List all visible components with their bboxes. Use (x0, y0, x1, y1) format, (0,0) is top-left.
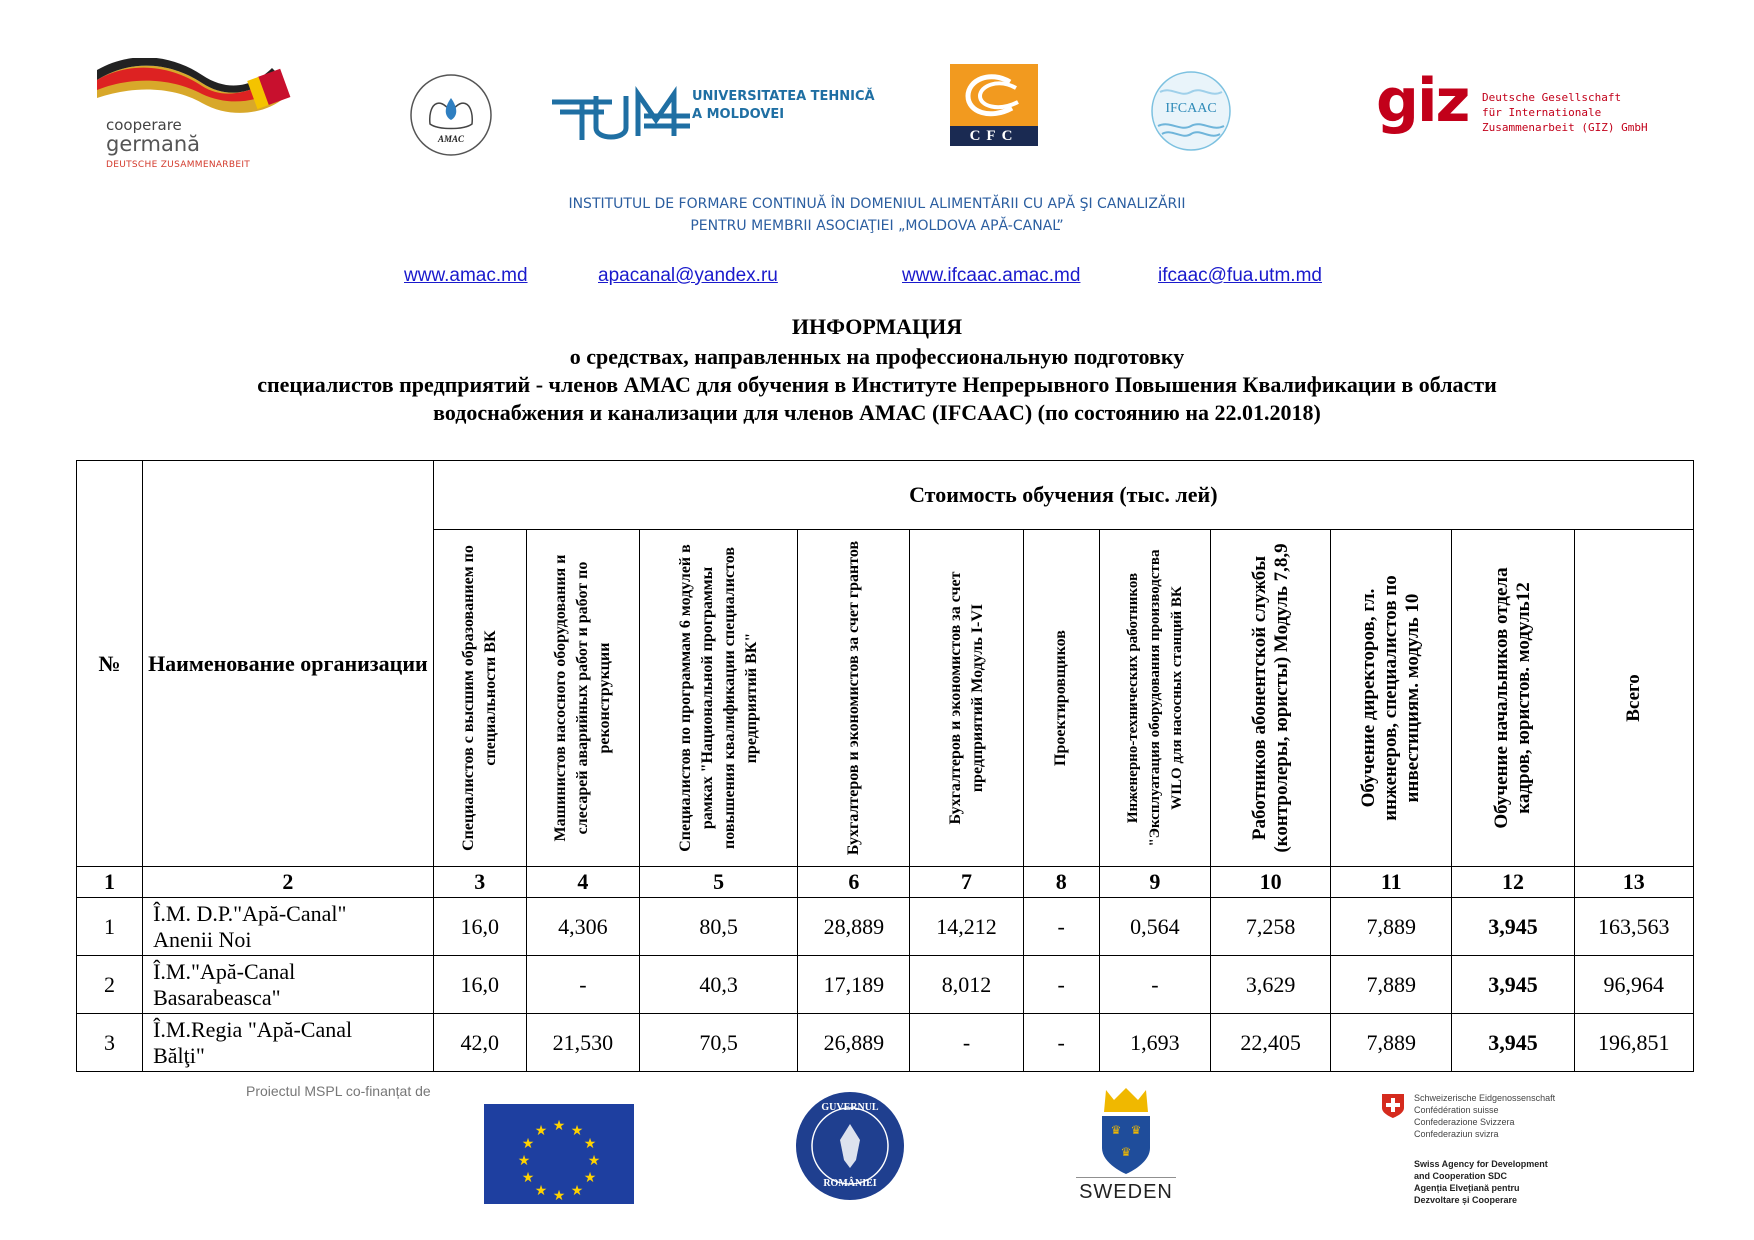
giz-name (1482, 90, 1648, 135)
svg-text:★: ★ (583, 1136, 597, 1152)
cell-value: 28,889 (798, 898, 910, 956)
giz-word: giz (1376, 66, 1469, 136)
org-line1: Î.M."Apă-Canal (153, 958, 296, 984)
row-no: 1 (77, 898, 143, 956)
col-number: 2 (143, 867, 434, 898)
ifcaac-label: IFCAAC (1165, 101, 1217, 116)
giz-line3: Zusammenarbeit (GIZ) GmbH (1482, 121, 1648, 134)
cfc-emblem-icon (950, 64, 1038, 126)
swiss-sdc-logo (1380, 1092, 1620, 1212)
col-number: 9 (1099, 867, 1210, 898)
svg-text:★: ★ (521, 1170, 535, 1186)
org-line2: Anenii Noi (153, 926, 252, 952)
eu-flag-icon (484, 1104, 634, 1204)
col-number: 1 (77, 867, 143, 898)
swiss-cross-icon (1380, 1092, 1406, 1118)
cell-value: 7,889 (1331, 898, 1452, 956)
svg-text:★: ★ (534, 1123, 548, 1139)
link-ifcaac-email[interactable]: ifcaac@fua.utm.md (1158, 265, 1322, 286)
cell-value: 3,945 (1452, 898, 1574, 956)
cell-value: 1,693 (1099, 1014, 1210, 1072)
org-line2: Basarabeasca" (153, 984, 281, 1010)
col-header-5-text: Специалистов по программам 6 модулей в рамках "Национальной программы повышения квалификации специалистов предприятий ВК" (676, 544, 760, 852)
col-header-3-text: Специалистов с высшим образованием по специальности ВК (459, 545, 499, 851)
table-row (77, 956, 1694, 1014)
project-cofinanced-text: Proiectul MSPL co-finanțat de (246, 1083, 431, 1099)
col-header-12-text: Обучение начальников отдела кадров, юристов. модуль12 (1490, 567, 1534, 829)
col-header-9-text: Инженерно-технических работников "Эксплуатация оборудования производства WILO для насосных станций ВК (1124, 549, 1185, 847)
cell-value: - (1023, 1014, 1099, 1072)
swiss-line: Confederazione Svizzera (1414, 1117, 1515, 1127)
svg-text:★: ★ (587, 1153, 601, 1169)
cell-value: 0,564 (1099, 898, 1210, 956)
svg-text:♛: ♛ (1120, 1145, 1132, 1159)
row-org (143, 898, 434, 956)
svg-text:★: ★ (534, 1183, 548, 1199)
svg-text:♛: ♛ (1110, 1123, 1122, 1137)
giz-logo (1376, 66, 1676, 152)
doc-subtitle-1: о средствах, направленных на профессиональную подготовку (569, 344, 1185, 369)
amac-logo (408, 72, 494, 158)
link-apacanal-email[interactable]: apacanal@yandex.ru (598, 265, 778, 286)
col-header-8 (1023, 530, 1099, 867)
table-row (77, 898, 1694, 956)
header-no: № (77, 461, 143, 867)
col-header-13 (1574, 530, 1693, 867)
header-cost: Стоимость обучения (тыс. лей) (433, 461, 1693, 530)
cell-value: 16,0 (433, 898, 526, 956)
row-no: 2 (77, 956, 143, 1014)
link-ifcaac[interactable]: www.ifcaac.amac.md (902, 265, 1081, 286)
doc-subtitle-2: специалистов предприятий - членов АМАС для обучения в Институте Непрерывного Повышения Квалификации в области (257, 372, 1497, 397)
cell-value: 70,5 (639, 1014, 797, 1072)
coop-line1: cooperare (106, 116, 182, 134)
doc-title: ИНФОРМАЦИЯ (791, 314, 963, 339)
swiss-line: Schweizerische Eidgenossenschaft (1414, 1093, 1556, 1103)
sweden-logo (1064, 1086, 1188, 1204)
svg-text:★: ★ (517, 1153, 531, 1169)
col-number: 12 (1452, 867, 1574, 898)
cell-total: 96,964 (1574, 956, 1693, 1014)
cell-value: 7,889 (1331, 956, 1452, 1014)
col-header-11-text: Обучение директоров, гл. инженеров, специалистов по инвестициям. модуль 10 (1358, 575, 1424, 821)
cell-value: 7,258 (1210, 898, 1330, 956)
col-header-11 (1331, 530, 1452, 867)
svg-text:★: ★ (570, 1123, 584, 1139)
col-header-8-text: Проектировщиков (1052, 630, 1070, 766)
institute-line1: INSTITUTUL DE FORMARE CONTINUĂ ÎN DOMENIUL ALIMENTĂRII CU APĂ ŞI CANALIZĂRII (568, 196, 1186, 212)
doc-subtitle-3: водоснабжения и канализации для членов АМАС (IFCAAC) (по состоянию на 22.01.2018) (433, 400, 1321, 425)
amac-hands-icon (408, 72, 494, 158)
row-org (143, 1014, 434, 1072)
sweden-label: SWEDEN (1079, 1181, 1173, 1203)
org-line2: Bălţi" (153, 1042, 205, 1068)
amac-label: AMAC (437, 134, 464, 144)
col-header-7-text: Бухгалтеров и экономистов за счет предприятий Модуль I-VI (946, 571, 986, 825)
col-header-3 (433, 530, 526, 867)
col-number: 5 (639, 867, 797, 898)
coop-line2: germană (106, 132, 201, 156)
cell-value: 3,945 (1452, 1014, 1574, 1072)
table-row (77, 1014, 1694, 1072)
sdc-line: Dezvoltare și Cooperare (1414, 1195, 1518, 1205)
giz-line1: Deutsche Gesellschaft (1482, 91, 1622, 104)
sdc-line: Agenția Elvețiană pentru (1414, 1183, 1520, 1193)
col-header-4-text: Машинистов насосного оборудования и слесарей аварийных работ и работ по реконструкции (551, 554, 613, 842)
cell-value: - (1023, 898, 1099, 956)
col-number: 4 (526, 867, 639, 898)
cfc-logo (950, 64, 1038, 146)
eu-stars-icon (484, 1104, 634, 1204)
romanian-government-logo (794, 1090, 906, 1202)
cell-value: - (910, 1014, 1023, 1072)
org-line1: Î.M.Regia "Apă-Canal (153, 1016, 353, 1042)
gov-line2: ROMÂNIEI (823, 1178, 877, 1189)
col-header-4 (526, 530, 639, 867)
column-number-row (77, 867, 1694, 898)
col-header-9 (1099, 530, 1210, 867)
col-number: 3 (433, 867, 526, 898)
cell-value: 21,530 (526, 1014, 639, 1072)
link-amac[interactable]: www.amac.md (404, 265, 528, 286)
header-org-name: Наименование организации (143, 461, 434, 867)
swiss-line: Confederaziun svizra (1414, 1129, 1499, 1139)
col-number: 13 (1574, 867, 1693, 898)
svg-text:★: ★ (521, 1136, 535, 1152)
header-row-top (77, 461, 1694, 530)
cell-value: 7,889 (1331, 1014, 1452, 1072)
col-header-5 (639, 530, 797, 867)
col-header-10 (1210, 530, 1330, 867)
row-org (143, 956, 434, 1014)
cell-value: 3,629 (1210, 956, 1330, 1014)
cell-value: - (526, 956, 639, 1014)
cell-value: 4,306 (526, 898, 639, 956)
swiss-confederation-text (1414, 1092, 1555, 1140)
col-number: 11 (1331, 867, 1452, 898)
svg-text:★: ★ (583, 1170, 597, 1186)
svg-text:★: ★ (552, 1118, 566, 1134)
training-cost-table (76, 460, 1694, 1072)
cell-value: 3,945 (1452, 956, 1574, 1014)
cell-value: 42,0 (433, 1014, 526, 1072)
col-header-12 (1452, 530, 1574, 867)
cell-value: 22,405 (1210, 1014, 1330, 1072)
cell-value: 16,0 (433, 956, 526, 1014)
sdc-line: Swiss Agency for Development (1414, 1159, 1548, 1169)
utm-line1: UNIVERSITATEA TEHNICĂ (692, 89, 875, 104)
flag-ribbon-icon (92, 58, 292, 118)
ifcaac-logo (1150, 70, 1232, 152)
cooperare-germana-logo (92, 58, 292, 188)
cell-value: 8,012 (910, 956, 1023, 1014)
utm-name (692, 88, 875, 124)
svg-text:★: ★ (552, 1188, 566, 1204)
svg-text:♛: ♛ (1130, 1123, 1142, 1137)
sdc-line: and Cooperation SDC (1414, 1171, 1508, 1181)
cell-value: 17,189 (798, 956, 910, 1014)
col-number: 10 (1210, 867, 1330, 898)
cell-value: 40,3 (639, 956, 797, 1014)
gov-line1: GUVERNUL (821, 1102, 879, 1113)
utm-emblem-icon (552, 76, 692, 146)
cell-total: 196,851 (1574, 1014, 1693, 1072)
col-header-7 (910, 530, 1023, 867)
sweden-crown-shield-icon (1064, 1086, 1188, 1178)
col-header-13-text: Всего (1622, 674, 1644, 722)
cell-value: - (1023, 956, 1099, 1014)
coop-line3: DEUTSCHE ZUSAMMENARBEIT (106, 160, 251, 170)
col-header-10-text: Работников абонентской службы (контролеры, юристы) Модуль 7,8,9 (1248, 543, 1292, 853)
utm-logo (552, 76, 875, 146)
institute-line2: PENTRU MEMBRII ASOCIAŢIEI „MOLDOVA APĂ-CANAL” (690, 218, 1064, 234)
col-number: 6 (798, 867, 910, 898)
row-no: 3 (77, 1014, 143, 1072)
col-header-6 (798, 530, 910, 867)
cell-value: 14,212 (910, 898, 1023, 956)
cell-value: 80,5 (639, 898, 797, 956)
cell-value: - (1099, 956, 1210, 1014)
giz-line2: für Internationale (1482, 106, 1602, 119)
swiss-line: Confédération suisse (1414, 1105, 1499, 1115)
svg-text:★: ★ (570, 1183, 584, 1199)
org-line1: Î.M. D.P."Apă-Canal" (153, 900, 347, 926)
sdc-text (1414, 1158, 1548, 1206)
col-header-6-text: Бухгалтеров и экономистов за счет грантов (844, 540, 862, 856)
col-number: 8 (1023, 867, 1099, 898)
cfc-label: CFC (950, 126, 1038, 146)
col-number: 7 (910, 867, 1023, 898)
cell-value: 26,889 (798, 1014, 910, 1072)
cell-total: 163,563 (1574, 898, 1693, 956)
utm-line2: A MOLDOVEI (692, 107, 785, 122)
